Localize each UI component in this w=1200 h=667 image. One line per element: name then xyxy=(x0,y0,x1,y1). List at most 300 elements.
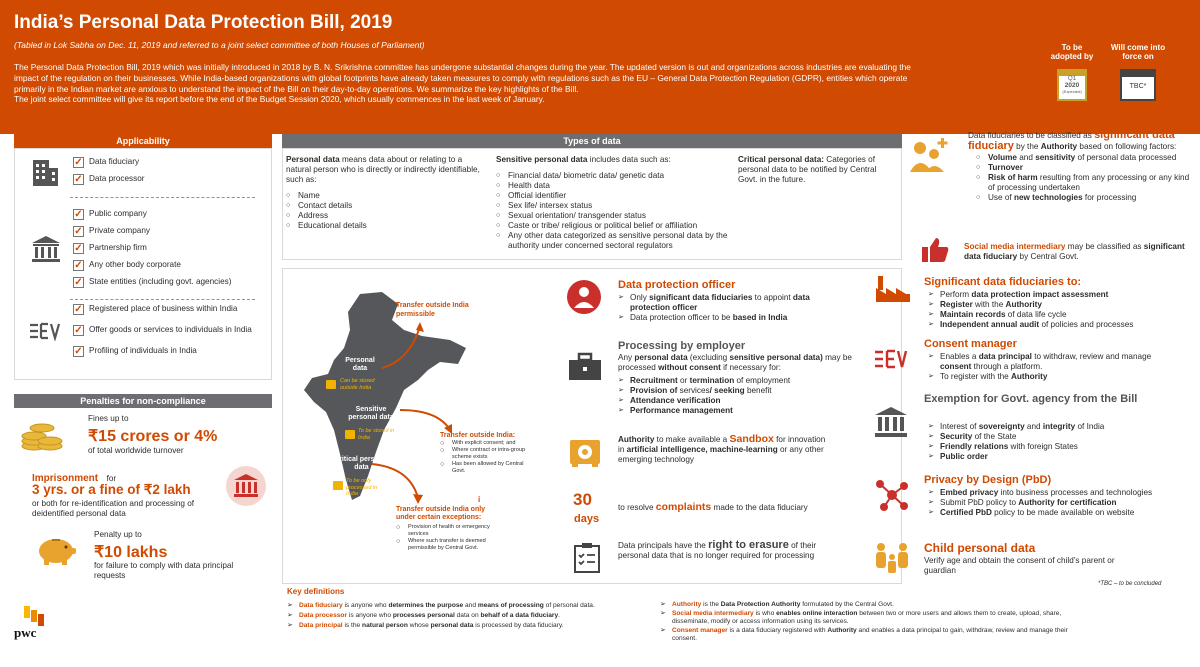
intro-paragraph-2: The joint select committee will give its report before the end of the Budget Session 2020, which usually commences in the last week of January. xyxy=(14,94,545,105)
penalty-fine-post: of total worldwide turnover xyxy=(88,446,184,455)
transfer-critical-title: Transfer outside India only under certain exceptions: xyxy=(396,506,486,521)
list-item-bold: Turnover xyxy=(988,163,1023,172)
penalty-fine-amount: ₹15 crores or 4% xyxy=(88,428,218,445)
list-item-bold: Friendly relations xyxy=(940,442,1009,451)
penalty-up-pre: Penalty up to xyxy=(94,530,142,539)
list-item: ○ Official identifier xyxy=(496,191,736,201)
applicability-item xyxy=(73,243,253,260)
penalty-up-post: for failure to comply with data principal requests xyxy=(94,561,234,580)
sensitive-data-list xyxy=(496,171,736,251)
list-item-text: policy to be made available on website xyxy=(991,508,1135,517)
classification-factors xyxy=(976,153,1193,203)
definition-term: Data processor xyxy=(299,612,348,619)
list-item-text: Perform xyxy=(940,290,972,299)
list-item: ○ Has been allowed by Central Govt. xyxy=(440,461,535,475)
transfer-critical-list xyxy=(396,524,506,552)
map-critical-store: To be only processed in India xyxy=(346,478,378,497)
list-item-bold: Register xyxy=(940,300,973,309)
erasure-big: right to erasure xyxy=(708,539,789,551)
consent-list-icon xyxy=(874,348,910,370)
list-item-bold: based in India xyxy=(732,313,788,322)
court-icon xyxy=(226,466,266,506)
list-item xyxy=(976,153,1193,163)
social-mid: may be classified as xyxy=(1065,242,1144,251)
classification-pre: Data fiduciaries to be classified as xyxy=(968,131,1095,140)
list-item-text: of personal data processed xyxy=(1075,153,1177,162)
definition-item xyxy=(660,610,1080,627)
child-title: Child personal data xyxy=(924,541,1036,555)
applicability-item-label: Data processor xyxy=(89,174,145,183)
check-icon: ✓ xyxy=(74,325,83,336)
definition-text: is the xyxy=(342,622,363,629)
classification-b1: Authority xyxy=(1040,142,1078,151)
sandbox-mid: to make available a xyxy=(654,435,730,444)
list-item: ○ Where contract or intra-group scheme exists xyxy=(440,447,535,461)
personal-data-block xyxy=(286,155,486,231)
definition-item xyxy=(660,601,1080,610)
applicability-item-label: Private company xyxy=(89,226,150,235)
definition-item xyxy=(287,621,647,631)
list-item-bold: integrity xyxy=(1042,422,1076,431)
sandbox-pre: Authority xyxy=(618,435,655,444)
applicability-panel xyxy=(14,148,272,380)
list-item xyxy=(928,442,1178,452)
list-item-bold: Risk of harm xyxy=(988,173,1038,182)
types-heading: Types of data xyxy=(282,134,902,148)
list-item xyxy=(928,432,1178,442)
lock-icon xyxy=(345,430,355,439)
applicability-heading: Applicability xyxy=(14,134,272,148)
list-item-text: benefit xyxy=(746,386,772,395)
force-label: Will come into force on xyxy=(1110,43,1166,61)
classification-post: based on following factors: xyxy=(1077,142,1177,151)
classification-big: significant data fiduciary xyxy=(968,129,1175,152)
checklist-icon xyxy=(574,543,600,573)
social-b2: significant data fiduciary xyxy=(964,242,1185,261)
list-item-bold: Independent annual audit xyxy=(940,320,1040,329)
list-item-text: and xyxy=(1016,153,1036,162)
sandbox-icon xyxy=(568,436,602,468)
family-icon xyxy=(872,541,912,577)
list-item-bold: sensitivity xyxy=(1035,153,1076,162)
list-item-text: services xyxy=(679,386,710,395)
list-item xyxy=(618,386,858,396)
definition-text: is the xyxy=(701,601,721,608)
applicability-group-territorial xyxy=(73,304,253,367)
list-item-bold: Provision of xyxy=(630,386,680,395)
definition-text: and enables a data principal to gain, withdraw, review and manage their consent. xyxy=(672,626,1068,642)
dpo-title: Data protection officer xyxy=(618,279,736,291)
list-item xyxy=(928,422,1178,432)
consent-item1-mid: to withdraw, review and manage xyxy=(1031,352,1152,361)
briefcase-icon xyxy=(568,352,602,382)
complaints-pre: to resolve xyxy=(618,503,656,512)
processing-text-4: if necessary for: xyxy=(720,363,781,372)
erasure-pre: Data principals have the xyxy=(618,541,709,550)
complaints-post: made to the data fiduciary xyxy=(711,503,808,512)
social-b1: Social media intermediary xyxy=(964,242,1066,251)
list-item-text: with the xyxy=(972,300,1006,309)
definition-text: formulated by the Central Govt. xyxy=(800,601,894,608)
definition-item xyxy=(287,601,647,611)
list-item: ○ Educational details xyxy=(286,221,486,231)
list-item xyxy=(928,352,1178,372)
intro-paragraph-1: The Personal Data Protection Bill, 2019 which was initially introduced in 2018 by B. N. Srikrishna committee has undergone substantial changes during the year. The updated version is out and organizations across industries are evaluating the impact of the regulation on their businesses. While India-based organizations with global footprints have already taken measures to comply with regulations such as the EU – General Data Protection Regulation (GDPR), entities which operate primarily in the Indian market are anxious to understand the impact of the Bill on their day-to-day operations. We summarize the key highlights of the Bill. xyxy=(14,62,911,94)
list-item xyxy=(618,396,858,406)
piggy-bank-icon xyxy=(34,532,78,566)
check-icon: ✓ xyxy=(74,260,83,271)
officer-icon xyxy=(566,280,602,314)
definition-item xyxy=(660,627,1080,644)
critical-data-block xyxy=(738,155,888,185)
list-item-bold: Authority for certification xyxy=(1018,498,1117,507)
definition-term: Authority xyxy=(672,601,702,608)
sdf-title: Significant data fiduciaries to: xyxy=(924,276,1082,288)
definition-item xyxy=(287,611,647,621)
consent-item2-pre: To register with the xyxy=(940,372,1011,381)
transfer-sensitive-list xyxy=(440,440,535,475)
list-item xyxy=(928,320,1188,330)
applicability-item-label: Public company xyxy=(89,209,147,218)
list-item-bold: Attendance verification xyxy=(630,396,721,405)
definition-bold: behalf of a data fiduciary xyxy=(480,612,559,619)
list-item: ○ Address xyxy=(286,211,486,221)
list-item-bold: Recruitment xyxy=(630,376,678,385)
consent-title: Consent manager xyxy=(924,338,1017,350)
erasure-post: of their personal data that is no longer required for processing xyxy=(618,541,817,560)
map-sensitive-store: To be stored in India xyxy=(358,428,395,441)
list-item xyxy=(928,488,1178,498)
applicability-item xyxy=(73,325,253,346)
map-critical-label: Critical personal data xyxy=(334,456,389,471)
list-item-text: Interest of xyxy=(940,422,979,431)
definition-text: is a data fiduciary registered with xyxy=(727,626,828,634)
list-item-bold: Volume xyxy=(988,153,1017,162)
list-item: ○ Financial data/ biometric data/ genetic data xyxy=(496,171,736,181)
coins-icon xyxy=(20,416,64,452)
complaints-text xyxy=(618,502,858,513)
sandbox-b1: artificial intelligence, machine-learning xyxy=(626,445,778,454)
thumbs-up-icon xyxy=(920,236,950,264)
applicability-item-label: Profiling of individuals in India xyxy=(89,346,197,355)
imprisonment-title: Imprisonment xyxy=(32,473,99,484)
processing-title: Processing by employer xyxy=(618,340,746,352)
list-item-text: Data protection officer to be xyxy=(630,313,733,322)
list-item-bold: Certified PbD xyxy=(940,508,992,517)
sandbox-post2: or any other emerging technology xyxy=(618,445,824,464)
sensitive-data-def: includes data such as: xyxy=(587,155,671,164)
check-icon: ✓ xyxy=(74,174,83,185)
list-item-bold: Security xyxy=(940,432,973,441)
definition-bold: Data Protection Authority xyxy=(720,601,801,608)
list-item-bold: Performance management xyxy=(630,406,733,415)
critical-data-term: Critical personal data: xyxy=(738,155,824,164)
list-item-bold: termination xyxy=(689,376,735,385)
applicability-item xyxy=(73,226,253,243)
complaints-big: complaints xyxy=(655,501,712,513)
applicability-item-label: Data fiduciary xyxy=(89,157,140,166)
list-item-text: Only xyxy=(630,293,650,302)
check-icon: ✓ xyxy=(74,277,83,288)
personal-data-term: Personal data xyxy=(286,155,340,164)
sandbox-post1: for innovation in xyxy=(618,435,826,454)
applicability-item-label: State entities (including govt. agencies) xyxy=(89,277,232,286)
definition-text: is anyone who xyxy=(347,612,393,619)
transfer-arrow-3 xyxy=(370,462,430,506)
personal-data-def: means data about or relating to a natural person who is directly or indirectly identifiable, such as: xyxy=(286,155,480,184)
definition-text: . xyxy=(558,612,560,619)
list-item-text: and xyxy=(1024,422,1043,431)
map-personal-label: Personal data xyxy=(345,357,375,372)
imprisonment-amount: 3 yrs. or a fine of ₹2 lakh xyxy=(32,482,191,497)
transfer-outside-label: Transfer outside India permissible xyxy=(396,302,469,318)
list-item xyxy=(928,498,1178,508)
transfer-arrow-1 xyxy=(380,320,430,370)
list-item-text: Submit PbD policy to xyxy=(940,498,1019,507)
page-title: India’s Personal Data Protection Bill, 2019 xyxy=(14,12,393,33)
penalty-fine-pre: Fines up to xyxy=(88,414,129,423)
consent-item1-b2: consent xyxy=(940,362,972,371)
definition-bold: personal data xyxy=(430,622,474,629)
processing-text-b1: personal data xyxy=(634,353,688,362)
definition-term: Social media intermediary xyxy=(672,609,754,617)
building-icon xyxy=(31,156,59,186)
list-item xyxy=(618,293,848,313)
list-item-text: to appoint xyxy=(752,293,793,302)
list-item-bold: Authority xyxy=(1005,300,1042,309)
pbd-title: Privacy by Design (PbD) xyxy=(924,474,1052,486)
list-item-bold: data protection officer xyxy=(630,293,810,312)
transfer-sensitive-title: Transfer outside India: xyxy=(440,432,516,439)
adopted-calendar-icon xyxy=(1057,69,1087,101)
complaints-days-label: days xyxy=(574,513,600,525)
applicability-item xyxy=(73,209,253,226)
divider xyxy=(70,299,255,300)
factory-icon xyxy=(874,274,912,304)
applicability-item-label: Registered place of business within India xyxy=(89,304,238,313)
list-item-text: Use of xyxy=(988,193,1014,202)
check-icon: ✓ xyxy=(74,243,83,254)
list-item xyxy=(976,193,1193,203)
list-item xyxy=(976,173,1193,193)
social-media-text xyxy=(964,242,1194,262)
list-item xyxy=(618,376,858,386)
sandbox-big: Sandbox xyxy=(729,433,774,445)
list-item: ○ With explicit consent; and xyxy=(440,440,535,447)
list-item xyxy=(976,163,1193,173)
list-item-text: into business processes and technologies xyxy=(998,488,1153,497)
transfer-critical-block xyxy=(396,506,506,552)
definition-text: is who xyxy=(753,609,777,617)
list-item: ○ Any other data categorized as sensitive personal data by the authority under concerned sectoral regulators xyxy=(496,231,736,251)
tbc-note: *TBC – to be concluded xyxy=(1098,581,1162,587)
classification-mid: by the xyxy=(1013,142,1041,151)
force-value: TBC* xyxy=(1129,83,1147,90)
list-item-bold: new technologies xyxy=(1013,193,1083,202)
list-item xyxy=(928,300,1188,310)
list-item xyxy=(618,406,858,416)
social-post: by Central Govt. xyxy=(1017,252,1079,261)
list-item-text: resulting from any processing or any kind of processing undertaken xyxy=(988,173,1190,192)
definition-term: Data fiduciary xyxy=(299,602,343,609)
exemption-title: Exemption for Govt. agency from the Bill xyxy=(924,393,1138,405)
applicability-item-label: Any other body corporate xyxy=(89,260,181,269)
list-item xyxy=(928,310,1188,320)
applicability-item xyxy=(73,260,253,277)
definition-term: Consent manager xyxy=(672,626,728,634)
list-item: ○ Contact details xyxy=(286,201,486,211)
list-item-text: of policies and processes xyxy=(1039,320,1134,329)
applicability-item-label: Partnership firm xyxy=(89,243,147,252)
applicability-item xyxy=(73,157,253,174)
list-item-bold: Public order xyxy=(940,452,988,461)
definition-bold: natural person xyxy=(362,622,408,629)
network-icon xyxy=(874,478,910,512)
penalties-panel xyxy=(14,408,272,588)
definition-bold: enables online interaction xyxy=(776,609,858,617)
check-icon: ✓ xyxy=(74,226,83,237)
lock-icon xyxy=(326,380,336,389)
list-item-bold: data protection impact assessment xyxy=(971,290,1109,299)
list-item-bold: Maintain records xyxy=(940,310,1006,319)
check-icon: ✓ xyxy=(74,209,83,220)
adopted-note: (Expected) xyxy=(1062,89,1082,94)
consent-item2-b: Authority xyxy=(1011,372,1048,381)
adopted-quarter: Q1 xyxy=(1067,76,1076,82)
sdf-list xyxy=(928,290,1188,330)
consent-item1-pre: Enables a xyxy=(940,352,979,361)
penalty-up-amount: ₹10 lakhs xyxy=(94,544,168,561)
applicability-item-label: Offer goods or services to individuals in India xyxy=(89,325,252,334)
applicability-item xyxy=(73,174,253,191)
list-item xyxy=(928,508,1178,518)
list-item xyxy=(928,372,1178,382)
critical-data-def: Categories of personal data to be notified by Central Govt. in the future. xyxy=(738,155,877,184)
list-item: ○ Sex life/ intersex status xyxy=(496,201,736,211)
definition-text: whose xyxy=(407,622,431,629)
check-icon: ✓ xyxy=(74,304,83,315)
list-item-bold: sovereignty xyxy=(978,422,1025,431)
definition-text: data on xyxy=(454,612,481,619)
check-icon: ✓ xyxy=(74,157,83,168)
list-item-text: with foreign States xyxy=(1008,442,1078,451)
definition-text: is anyone who xyxy=(342,602,389,609)
list-item xyxy=(928,290,1188,300)
child-text: Verify age and obtain the consent of child’s parent or guardian xyxy=(924,556,1115,575)
list-item-text: of India xyxy=(1075,422,1105,431)
sensitive-data-term: Sensitive personal data xyxy=(496,155,588,164)
list-item xyxy=(928,452,1178,462)
map-personal-store: Can be stored outside India xyxy=(340,378,375,391)
imprisonment-for: for xyxy=(106,474,117,483)
lock-icon xyxy=(333,481,343,490)
definitions-heading: Key definitions xyxy=(287,587,345,596)
list-item: ○ Name xyxy=(286,191,486,201)
definition-bold: processes personal xyxy=(392,612,455,619)
list-item-bold: significant data fiduciaries xyxy=(649,293,753,302)
processing-text-b2: sensitive personal data) xyxy=(729,353,823,362)
definition-term: Data principal xyxy=(299,622,343,629)
imprisonment-post: or both for re-identification and processing of deidentified personal data xyxy=(32,499,195,518)
list-item-bold: Embed privacy xyxy=(940,488,999,497)
definition-text: between two or more users and allows them to create, upload, share, disseminate, modify or access information using its services. xyxy=(672,609,1062,625)
processing-text xyxy=(618,353,858,373)
list-item-text: of data life cycle xyxy=(1005,310,1067,319)
consent-item1-b1: data principal xyxy=(978,352,1032,361)
definition-bold: determines the purpose xyxy=(388,602,464,609)
intro-text xyxy=(14,62,934,105)
applicability-group-entities xyxy=(73,157,253,191)
personal-data-list xyxy=(286,191,486,231)
map-sensitive-label: Sensitive personal data xyxy=(348,406,394,421)
penalties-heading: Penalties for non-compliance xyxy=(14,394,272,408)
check-icon: ✓ xyxy=(74,346,83,357)
processing-text-2: (excluding xyxy=(687,353,730,362)
govt-building-icon xyxy=(874,406,908,438)
divider xyxy=(70,197,255,198)
applicability-item xyxy=(73,277,253,294)
erasure-text xyxy=(618,540,828,561)
force-calendar-icon xyxy=(1120,69,1156,101)
applicability-group-companies xyxy=(73,209,253,294)
definition-text: of personal data. xyxy=(543,602,595,609)
processing-text-3: may be processed xyxy=(618,353,852,372)
applicability-item xyxy=(73,304,253,325)
definition-bold: Authority xyxy=(827,626,857,634)
adopted-label: To be adopted by xyxy=(1050,43,1094,61)
info-marker: i xyxy=(478,495,481,504)
list-item: ○ Caste or tribe/ religious or political belief or affiliation xyxy=(496,221,736,231)
processing-text-b3: without consent xyxy=(658,363,721,372)
consent-list xyxy=(928,352,1178,382)
people-plus-icon xyxy=(908,134,954,174)
sensitive-data-block xyxy=(496,155,736,251)
list-item: ○ Provision of health or emergency services xyxy=(396,524,506,538)
types-panel xyxy=(282,148,902,260)
list-item-text: or xyxy=(677,376,690,385)
consent-item1-post: through a platform. xyxy=(971,362,1043,371)
processing-list xyxy=(618,376,858,416)
transfer-sensitive-block xyxy=(440,432,535,475)
pbd-list xyxy=(928,488,1178,518)
page-header xyxy=(0,0,1200,134)
list-item: ○ Where such transfer is deemed permissible by Central Govt. xyxy=(396,538,506,552)
list-item-bold: / seeking xyxy=(709,386,747,395)
page-subtitle: (Tabled in Lok Sabha on Dec. 11, 2019 and referred to a joint select committee of both Houses of Parliament) xyxy=(14,40,425,50)
sandbox-text xyxy=(618,434,833,465)
list-item-text: for processing xyxy=(1082,193,1137,202)
definition-text: is processed by data fiduciary. xyxy=(473,622,564,629)
processing-text-1: Any xyxy=(618,353,635,362)
applicability-item xyxy=(73,346,253,367)
list-item: ○ Health data xyxy=(496,181,736,191)
dpo-list xyxy=(618,293,848,323)
list-item-text: of the State xyxy=(972,432,1017,441)
list-item: ○ Sexual orientation/ transgender status xyxy=(496,211,736,221)
pwc-logo-text: pwc xyxy=(14,625,37,640)
list-check-icon xyxy=(29,321,63,341)
definitions-right-list xyxy=(660,601,1080,644)
exemption-list xyxy=(928,422,1178,462)
definitions-left-list xyxy=(287,601,647,631)
complaints-days-number: 30 xyxy=(573,490,592,509)
list-item xyxy=(618,313,848,323)
list-item-text: of employment xyxy=(734,376,791,385)
definition-text: and xyxy=(463,602,478,609)
institution-icon xyxy=(31,235,61,265)
adopted-year: 2020 xyxy=(1064,82,1080,89)
definition-bold: means of processing xyxy=(477,602,544,609)
